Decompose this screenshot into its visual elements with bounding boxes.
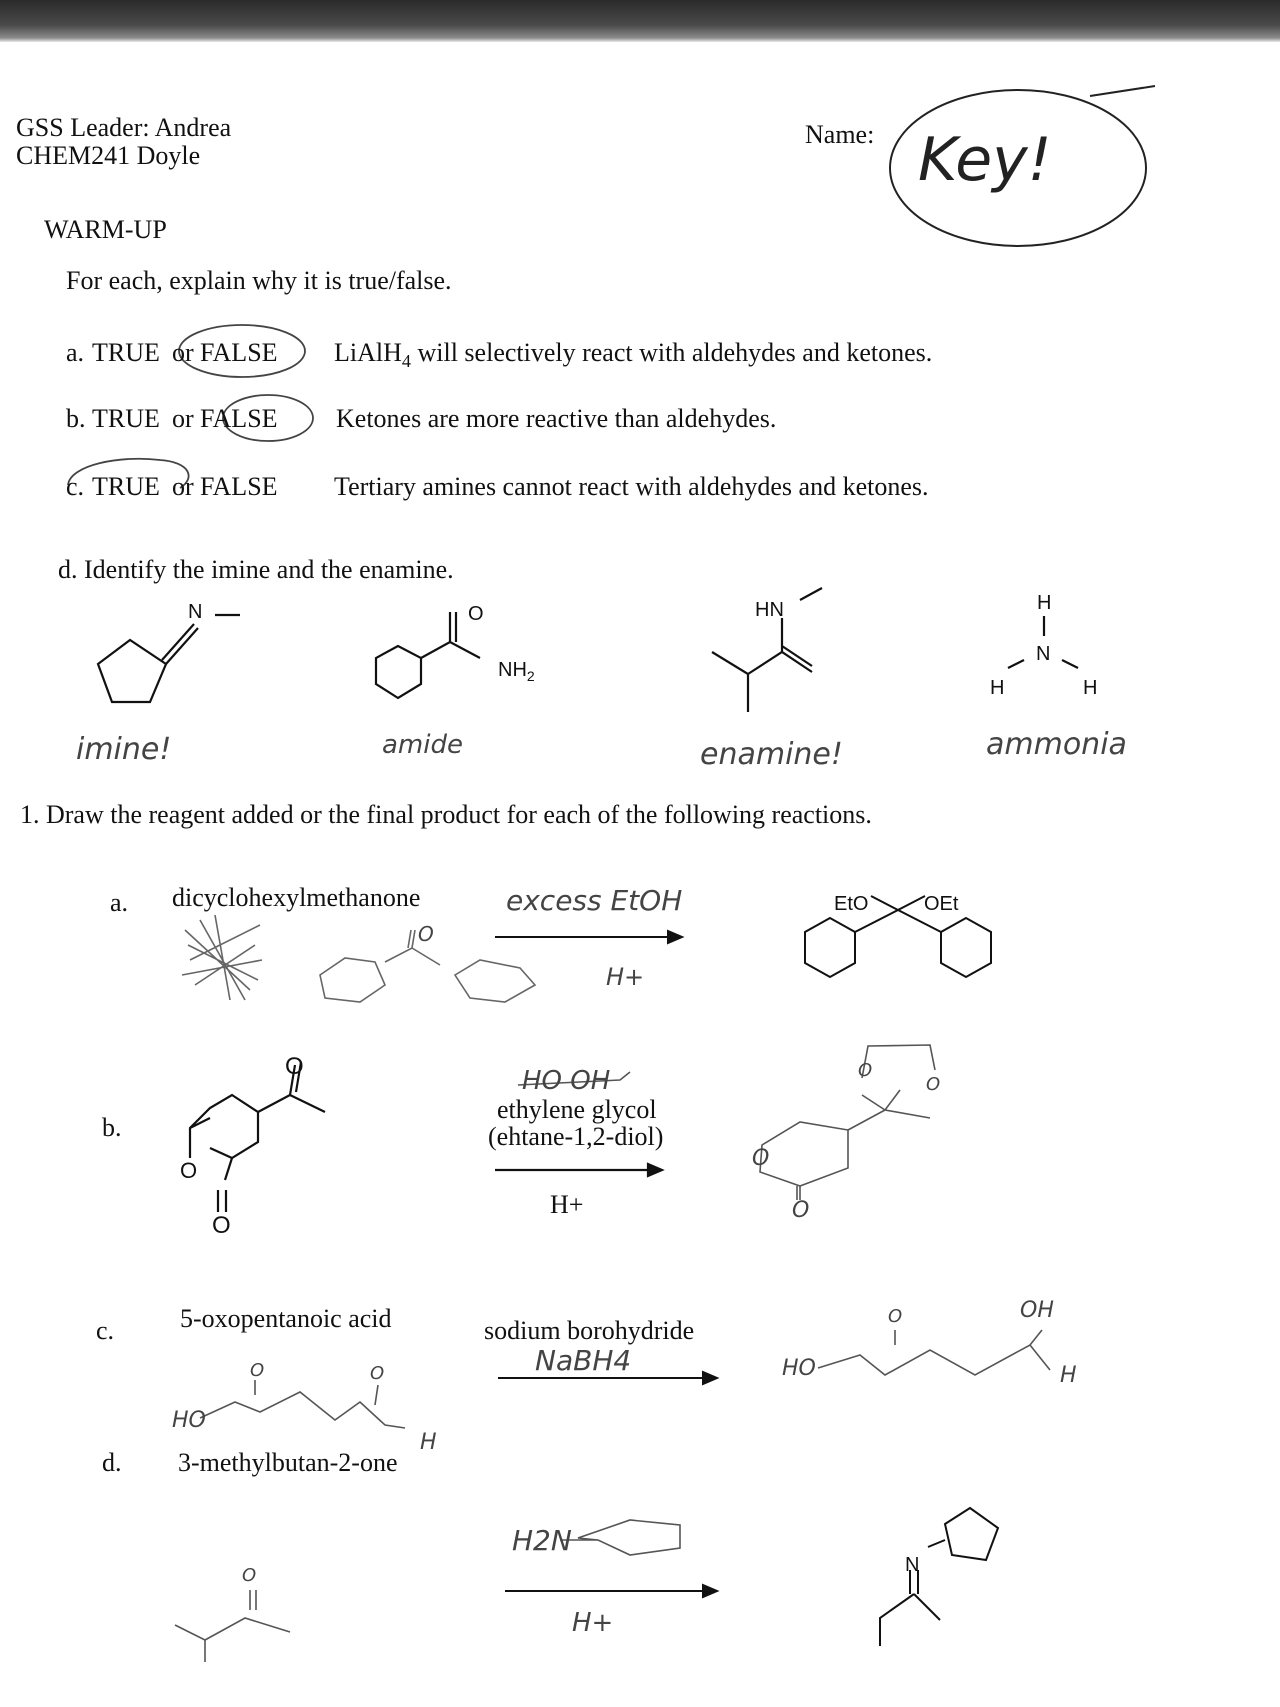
row-b-reagent-name: ethylene glycol	[497, 1095, 657, 1124]
gss-leader: GSS Leader: Andrea	[16, 113, 232, 142]
row-c-product-o: O	[888, 1306, 903, 1327]
row-b-ring-o: O	[180, 1158, 198, 1183]
amide-ring	[376, 646, 421, 698]
tf-or: or	[172, 472, 194, 501]
name-value-handwritten: Key!	[918, 125, 1052, 195]
row-a-product-eto: EtO	[834, 893, 869, 915]
tf-false: FALSE	[200, 472, 278, 501]
imine-ring	[98, 640, 166, 702]
section1-title: 1. Draw the reagent added or the final product for each of the following reactions.	[20, 800, 872, 829]
start-a-right-ring	[455, 960, 535, 1002]
product-b-ring	[760, 1122, 848, 1186]
start-a-left-ring	[320, 958, 385, 1002]
row-b-product-o2: O	[926, 1074, 941, 1095]
row-a-name: dicyclohexylmethanone	[172, 883, 421, 912]
atom-amide-o: O	[468, 603, 484, 625]
row-b-reagent-bottom: H+	[550, 1190, 584, 1219]
tf-letter: b.	[66, 404, 86, 433]
row-c-reagent-hand: NaBH4	[535, 1344, 632, 1377]
tf-statement: LiAlH$_4$ will selectively react with aldehydes and ketones.	[334, 338, 933, 372]
row-b-product-o1: O	[858, 1060, 873, 1081]
tf-letter: c.	[66, 472, 85, 501]
product-d-ring	[945, 1508, 998, 1560]
scribble	[182, 915, 262, 1000]
tf-letter: a.	[66, 338, 85, 367]
product-a-right-ring	[941, 918, 991, 977]
lactone-ring	[190, 1095, 258, 1158]
row-d-reagent-bottom: H+	[572, 1608, 614, 1638]
tf-true: TRUE	[92, 404, 160, 433]
atom-imine-n: N	[188, 601, 203, 623]
row-c-name: 5-oxopentanoic acid	[180, 1304, 392, 1333]
row-c-product-ho: HO	[782, 1356, 816, 1381]
atom-ammonia-h-right: H	[1083, 677, 1098, 699]
row-b-reagent-hand: HO OH	[522, 1066, 611, 1096]
name-label: Name:	[805, 120, 875, 149]
row-d-name: 3-methylbutan-2-one	[178, 1448, 398, 1477]
row-b-product-o3: O	[752, 1146, 770, 1171]
label-ammonia: ammonia	[986, 727, 1127, 762]
row-c-start-ho: HO	[172, 1408, 206, 1433]
row-b-reagent-iupac: (ehtane-1,2-diol)	[488, 1122, 664, 1151]
row-a-product-oet: OEt	[924, 893, 959, 915]
reagent-d-ring	[560, 1520, 680, 1555]
atom-ammonia-h-top: H	[1037, 592, 1052, 614]
row-b-product-o4: O	[792, 1198, 810, 1223]
atom-enamine-hn: HN	[755, 599, 784, 621]
tf-statement: Tertiary amines cannot react with aldehydes and ketones.	[334, 472, 929, 501]
label-imine: imine!	[76, 732, 172, 767]
row-a-letter: a.	[110, 888, 129, 917]
tf-true: TRUE	[92, 338, 160, 367]
row-b-letter: b.	[102, 1113, 122, 1142]
row-d-product-n: N	[905, 1554, 920, 1576]
label-amide: amide	[382, 730, 463, 760]
tf-false: FALSE	[200, 404, 278, 433]
start-d-skeleton	[175, 1590, 290, 1662]
start-c-chain	[200, 1380, 405, 1428]
row-c-product-h: H	[1060, 1363, 1077, 1388]
tf-or: or	[172, 338, 194, 367]
tf-false: FALSE	[200, 338, 278, 367]
row-b-carbonyl-o: O	[212, 1212, 231, 1239]
warmup-instruction: For each, explain why it is true/false.	[66, 266, 452, 295]
tf-true: TRUE	[92, 472, 160, 501]
row-b-start-ketone-o: O	[285, 1053, 304, 1080]
tf-statement: Ketones are more reactive than aldehydes.	[336, 404, 777, 433]
row-d-reagent-hand: H2N	[512, 1524, 572, 1557]
row-a-reagent-bottom: H+	[606, 963, 645, 991]
row-c-reagent-top: sodium borohydride	[484, 1316, 695, 1345]
warmup-title: WARM-UP	[44, 215, 167, 244]
atom-amide-nh2: $NH_2$	[498, 659, 535, 684]
row-a-start-o: O	[418, 922, 434, 946]
identify-prompt: d. Identify the imine and the enamine.	[58, 555, 454, 584]
row-a-reagent-top: excess EtOH	[506, 884, 683, 917]
atom-ammonia-h-left: H	[990, 677, 1005, 699]
row-c-product-oh: OH	[1020, 1298, 1054, 1323]
row-c-letter: c.	[96, 1316, 115, 1345]
row-c-start-o1: O	[250, 1360, 265, 1381]
product-c-chain	[818, 1330, 1050, 1375]
row-c-start-o2: O	[370, 1363, 385, 1384]
row-c-start-h: H	[420, 1430, 437, 1455]
row-d-start-o: O	[242, 1565, 257, 1586]
product-a-left-ring	[805, 918, 855, 977]
row-d-letter: d.	[102, 1448, 122, 1477]
course-label: CHEM241 Doyle	[16, 141, 201, 170]
atom-ammonia-n: N	[1036, 643, 1051, 665]
tf-or: or	[172, 404, 194, 433]
label-enamine: enamine!	[700, 737, 843, 772]
